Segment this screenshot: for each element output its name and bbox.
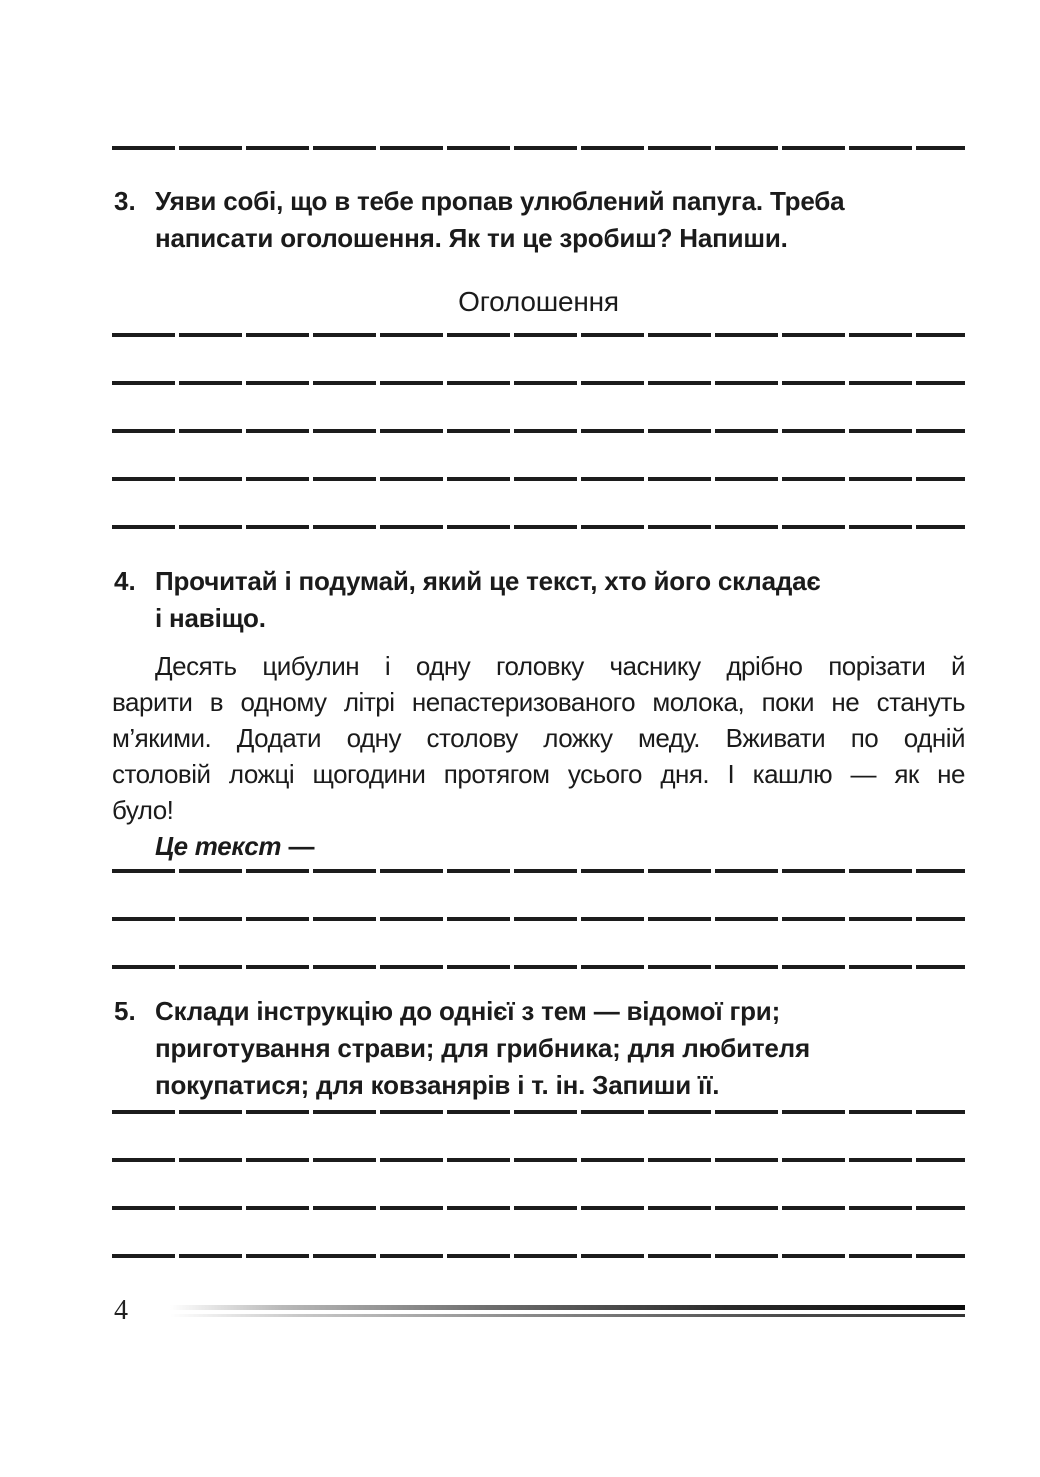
- text-line: Уяви собі, що в тебе пропав улюблений папуга. Треба: [155, 186, 845, 216]
- prompt-dash: —: [288, 831, 315, 861]
- text-line: м’якими. Додати одну столову ложку меду. Вживати по одній: [112, 723, 965, 753]
- exercise-4-prompt: [112, 828, 965, 864]
- exercise-4-heading: [155, 563, 965, 637]
- exercise-5-heading: [155, 993, 965, 1104]
- prompt-label: Це текст: [155, 831, 282, 861]
- text-line: Склади інструкцію до однієї з тем — відомої гри;: [155, 996, 781, 1026]
- page-footer: [112, 1294, 965, 1328]
- writing-line: [112, 917, 965, 921]
- page-number: 4: [114, 1295, 128, 1326]
- writing-line: [112, 525, 965, 529]
- announcement-title: Оголошення: [458, 286, 619, 317]
- writing-line: [112, 381, 965, 385]
- exercise-4: [112, 563, 965, 637]
- exercise-4-answer-lines: [112, 869, 965, 969]
- exercise-3-answer-lines: [112, 333, 965, 529]
- writing-line: [112, 1158, 965, 1162]
- exercise-5-number: 5.: [114, 996, 136, 1026]
- footer-divider: [170, 1305, 965, 1317]
- text-line: було!: [112, 795, 174, 825]
- footer-bar-bottom: [170, 1314, 965, 1317]
- writing-line: [112, 965, 965, 969]
- text-line: і навіщо.: [155, 603, 266, 633]
- text-line: столовій ложці щогодини протягом усього дня. І кашлю — як не: [112, 759, 965, 789]
- text-line: Прочитай і подумай, який це текст, хто його складає: [155, 566, 821, 596]
- exercise-3-heading: [155, 183, 965, 257]
- text-line: варити в одному літрі непастеризованого молока, поки не стануть: [112, 687, 965, 717]
- writing-line: [112, 1206, 965, 1210]
- writing-line: [112, 869, 965, 873]
- writing-line: [112, 146, 965, 150]
- text-line: приготування страви; для грибника; для любителя: [155, 1033, 810, 1063]
- page-content: [112, 0, 965, 1328]
- writing-line: [112, 1110, 965, 1114]
- exercise-5: [112, 993, 965, 1104]
- exercise-4-number: 4.: [114, 566, 136, 596]
- exercise-4-recipe-text: [112, 648, 965, 828]
- text-line: покупатися; для ковзанярів і т. ін. Запиши її.: [155, 1070, 720, 1100]
- exercise-3: [112, 183, 965, 257]
- text-line: написати оголошення. Як ти це зробиш? Напиши.: [155, 223, 788, 253]
- writing-line: [112, 477, 965, 481]
- writing-line: [112, 333, 965, 337]
- writing-line: [112, 429, 965, 433]
- writing-line: [112, 1254, 965, 1258]
- text-line: Десять цибулин і одну головку часнику дрібно порізати й: [155, 651, 965, 681]
- exercise-3-number: 3.: [114, 186, 136, 216]
- exercise-5-answer-lines: [112, 1110, 965, 1258]
